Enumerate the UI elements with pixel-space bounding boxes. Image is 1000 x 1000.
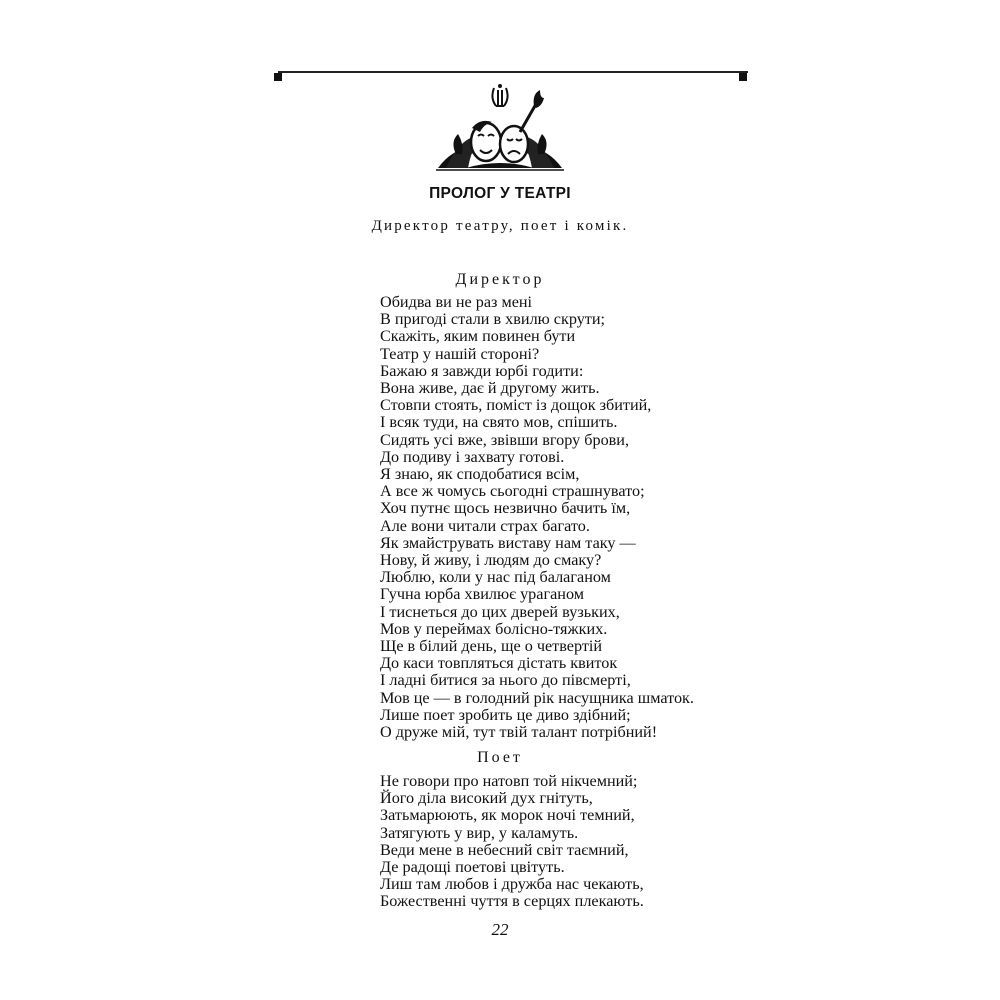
verse-line: До каси товпляться дістать квиток (380, 654, 618, 673)
verse-line: І всяк туди, на свято мов, спішить. (380, 413, 618, 432)
verse-line: Ще в білий день, ще о четвертій (380, 637, 603, 656)
verse-line: Театр у нашій стороні? (380, 344, 540, 363)
verse-line: Лиш там любов і дружба нас чекають, (380, 875, 644, 894)
verse-line: Вона живе, дає й другому жить. (380, 379, 600, 398)
verse-line: А все ж чомусь сьогодні страшнувато; (380, 482, 645, 501)
verse-line: Не говори про натовп той нікчемний; (380, 772, 638, 790)
verse-line: В пригоді стали в хвилю скрути; (380, 310, 606, 329)
page-title: ПРОЛОГ У ТЕАТРІ (429, 185, 571, 202)
cast-list: Директор театру, поет і комік. (371, 218, 629, 234)
verse-block (380, 773, 644, 911)
verse-line: Бажаю я завжди юрбі годити: (380, 361, 584, 380)
verse-line: О друже мій, тут твій талант потрібний! (380, 723, 658, 742)
verse-line: Як змайструвать виставу нам таку — (380, 533, 636, 552)
top-rule (278, 71, 748, 73)
theatre-masks-ornament-icon (436, 84, 564, 174)
verse-line: Але вони читали страх багато. (380, 516, 590, 535)
verse-line: І ладні битися за нього до півсмерті, (380, 671, 631, 690)
verse-line: Мов у переймах болісно-тяжких. (380, 619, 608, 638)
verse-line: До подиву і захвату готові. (380, 447, 565, 466)
verse-line: Сидять усі вже, звівши вгору брови, (380, 430, 630, 449)
verse-line: Веди мене в небесний світ таємний, (380, 840, 629, 859)
verse-line: Затягують у вир, у каламуть. (380, 823, 579, 842)
verse-line: Де радощі поетові цвітуть. (380, 858, 565, 877)
verse-line: Його діла високий дух гнітуть, (380, 789, 593, 808)
verse-line: Мов це — в голодний рік насущника шматок. (380, 688, 694, 707)
verse-line: Обидва ви не раз мені (380, 293, 533, 311)
verse-line: Я знаю, як сподобатися всім, (380, 465, 580, 484)
rule-end-square-left (274, 73, 282, 81)
verse-line: Стовпи стоять, поміст із дощок збитий, (380, 396, 652, 415)
verse-line: Скажіть, яким повинен бути (380, 327, 576, 346)
verse-line: Хоч путнє щось незвично бачить їм, (380, 499, 631, 518)
speaker-name: Поет (477, 749, 523, 766)
verse-line: Нову, й живу, і людям до смаку? (380, 551, 602, 570)
verse-line: Лише поет зробить це диво здібний; (380, 705, 631, 724)
verse-line: Затьмарюють, як морок ночі темний, (380, 806, 635, 825)
rule-end-square-right (739, 73, 747, 81)
verse-block (380, 294, 694, 741)
speaker-name: Директор (455, 271, 545, 288)
verse-line: Люблю, коли у нас під балаганом (380, 568, 611, 587)
verse-line: Божественні чуття в серцях плекають. (380, 892, 644, 911)
verse-line: І тиснеться до цих дверей вузьких, (380, 602, 620, 621)
page-number: 22 (491, 920, 509, 939)
verse-line: Гучна юрба хвилює ураганом (380, 585, 584, 604)
